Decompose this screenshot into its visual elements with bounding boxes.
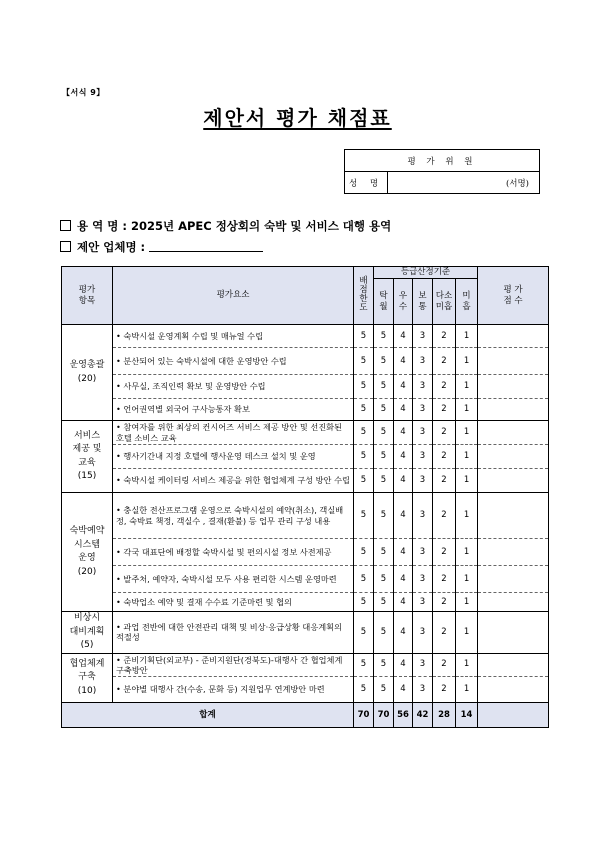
evaluator-name-label: 성 명: [345, 172, 388, 194]
service-name-label: 용 역 명 :: [77, 219, 127, 233]
score-input-cell[interactable]: [478, 399, 549, 421]
grade-poor-cell: 1: [456, 539, 478, 566]
evaluation-element-cell: • 각국 대표단에 배정할 숙박시설 및 편의시설 정보 사전제공: [113, 539, 354, 566]
grade-poor-cell: 1: [456, 566, 478, 593]
score-table-body: [62, 325, 549, 703]
weight-cell: 5: [354, 677, 374, 703]
grade-slightly-poor-cell: 2: [433, 399, 456, 421]
header-grade-excellent: 탁 월: [374, 279, 394, 325]
grade-slightly-poor-cell: 2: [433, 612, 456, 654]
weight-cell: 5: [354, 653, 374, 677]
score-input-cell[interactable]: [478, 375, 549, 399]
table-row: [62, 566, 549, 593]
evaluation-element-cell: • 충실한 전산프로그램 운영으로 숙박시설의 예약(취소), 객실배정, 숙박료 책정, 객실수 , 결재(환불) 등 업무 관리 구성 내용: [113, 493, 354, 539]
grade-average-cell: 3: [413, 566, 433, 593]
weight-cell: 5: [354, 399, 374, 421]
grade-poor-cell: 1: [456, 653, 478, 677]
header-weight: 배 점 한 도: [354, 267, 374, 325]
company-name-field[interactable]: [149, 241, 263, 252]
weight-cell: 5: [354, 593, 374, 612]
evaluation-element-cell: • 숙박시설 운영계획 수립 및 매뉴얼 수립: [113, 325, 354, 348]
total-grade-excellent: 70: [374, 703, 394, 728]
grade-excellent-cell: 5: [374, 445, 394, 469]
score-input-cell[interactable]: [478, 566, 549, 593]
document-title-wrapper: [0, 102, 595, 131]
grade-good-cell: 4: [394, 493, 413, 539]
grade-poor-cell: 1: [456, 348, 478, 375]
grade-excellent-cell: 5: [374, 325, 394, 348]
form-number: 【서식 9】: [62, 88, 105, 97]
weight-cell: 5: [354, 469, 374, 493]
header-grade-average: 보 통: [413, 279, 433, 325]
grade-poor-cell: 1: [456, 612, 478, 654]
total-score-field[interactable]: [478, 703, 549, 728]
evaluation-score-table: [61, 266, 549, 728]
table-row: [62, 469, 549, 493]
grade-slightly-poor-cell: 2: [433, 653, 456, 677]
grade-average-cell: 3: [413, 445, 433, 469]
grade-average-cell: 3: [413, 653, 433, 677]
evaluation-element-cell: • 행사기간내 지정 호텔에 행사운영 데스크 설치 및 운영: [113, 445, 354, 469]
grade-excellent-cell: 5: [374, 348, 394, 375]
weight-cell: 5: [354, 539, 374, 566]
header-score: 평 가 점 수: [478, 267, 549, 325]
grade-excellent-cell: 5: [374, 612, 394, 654]
total-weight: 70: [354, 703, 374, 728]
company-name-label: 제안 업체명 :: [77, 240, 146, 254]
grade-excellent-cell: 5: [374, 539, 394, 566]
table-row: [62, 653, 549, 677]
score-input-cell[interactable]: [478, 469, 549, 493]
evaluation-element-cell: • 과업 전반에 대한 안전관리 대책 및 비상·응급상황 대응계획의 적절성: [113, 612, 354, 654]
grade-average-cell: 3: [413, 421, 433, 445]
category-cell: 협업체계 구축 (10): [62, 653, 113, 703]
evaluation-element-cell: • 분야별 대행사 간(수송, 문화 등) 지원업무 연계방안 마련: [113, 677, 354, 703]
grade-excellent-cell: 5: [374, 493, 394, 539]
category-cell: 숙박예약 시스템 운영 (20): [62, 493, 113, 612]
grade-average-cell: 3: [413, 348, 433, 375]
grade-good-cell: 4: [394, 348, 413, 375]
header-grade-poor: 미 흡: [456, 279, 478, 325]
weight-cell: 5: [354, 493, 374, 539]
weight-cell: 5: [354, 325, 374, 348]
header-category: 평가 항목: [62, 267, 113, 325]
score-input-cell[interactable]: [478, 493, 549, 539]
header-element: 평가요소: [113, 267, 354, 325]
grade-excellent-cell: 5: [374, 677, 394, 703]
grade-average-cell: 3: [413, 325, 433, 348]
grade-good-cell: 4: [394, 677, 413, 703]
evaluation-element-cell: • 언어권역별 외국어 구사능통자 확보: [113, 399, 354, 421]
score-input-cell[interactable]: [478, 421, 549, 445]
grade-excellent-cell: 5: [374, 469, 394, 493]
service-name-value: 2025년 APEC 정상회의 숙박 및 서비스 대행 용역: [130, 219, 392, 233]
grade-average-cell: 3: [413, 399, 433, 421]
grade-good-cell: 4: [394, 469, 413, 493]
evaluator-signature-table: [344, 149, 540, 194]
weight-cell: 5: [354, 445, 374, 469]
score-input-cell[interactable]: [478, 653, 549, 677]
table-row: [62, 445, 549, 469]
grade-excellent-cell: 5: [374, 421, 394, 445]
document-title: 제안서 평가 채점표: [203, 106, 392, 130]
evaluator-header: 평 가 위 원: [345, 150, 540, 172]
evaluation-element-cell: • 참여자를 위한 최상의 컨시어즈 서비스 제공 방안 및 선진화된 호텔 소비스 교육: [113, 421, 354, 445]
evaluator-sign-field[interactable]: (서명): [388, 172, 540, 194]
score-input-cell[interactable]: [478, 677, 549, 703]
grade-slightly-poor-cell: 2: [433, 469, 456, 493]
grade-excellent-cell: 5: [374, 399, 394, 421]
grade-slightly-poor-cell: 2: [433, 677, 456, 703]
grade-good-cell: 4: [394, 325, 413, 348]
grade-poor-cell: 1: [456, 421, 478, 445]
table-row: [62, 325, 549, 348]
total-label: 합계: [62, 703, 354, 728]
evaluation-element-cell: • 분산되어 있는 숙박시설에 대한 운영방안 수립: [113, 348, 354, 375]
table-row: [62, 421, 549, 445]
score-input-cell[interactable]: [478, 612, 549, 654]
evaluation-element-cell: • 발주처, 예약자, 숙박시설 모두 사용 편리한 시스템 운영마련: [113, 566, 354, 593]
table-row: [62, 493, 549, 539]
table-row: [62, 677, 549, 703]
grade-average-cell: 3: [413, 539, 433, 566]
grade-slightly-poor-cell: 2: [433, 421, 456, 445]
category-cell: 비상시 대비계획 (5): [62, 612, 113, 654]
total-grade-slightly-poor: 28: [433, 703, 456, 728]
grade-poor-cell: 1: [456, 493, 478, 539]
score-input-cell[interactable]: [478, 593, 549, 612]
grade-poor-cell: 1: [456, 469, 478, 493]
evaluation-element-cell: • 준비기획단(외교부) - 준비지원단(경북도)-대행사 간 협업체계 구축방안: [113, 653, 354, 677]
table-row: [62, 375, 549, 399]
evaluation-element-cell: • 사무실, 조직인력 확보 및 운영방안 수립: [113, 375, 354, 399]
score-input-cell[interactable]: [478, 445, 549, 469]
grade-good-cell: 4: [394, 399, 413, 421]
grade-slightly-poor-cell: 2: [433, 539, 456, 566]
header-grade-slightly-poor: 다소 미흡: [433, 279, 456, 325]
table-row: [62, 539, 549, 566]
grade-slightly-poor-cell: 2: [433, 375, 456, 399]
grade-average-cell: 3: [413, 493, 433, 539]
grade-good-cell: 4: [394, 539, 413, 566]
grade-excellent-cell: 5: [374, 653, 394, 677]
grade-slightly-poor-cell: 2: [433, 593, 456, 612]
grade-excellent-cell: 5: [374, 593, 394, 612]
grade-good-cell: 4: [394, 421, 413, 445]
grade-poor-cell: 1: [456, 375, 478, 399]
company-name-checkbox-icon: [60, 241, 71, 252]
grade-poor-cell: 1: [456, 325, 478, 348]
table-row: [62, 612, 549, 654]
grade-good-cell: 4: [394, 593, 413, 612]
grade-average-cell: 3: [413, 593, 433, 612]
grade-good-cell: 4: [394, 566, 413, 593]
grade-excellent-cell: 5: [374, 566, 394, 593]
grade-poor-cell: 1: [456, 593, 478, 612]
table-row: [62, 399, 549, 421]
header-grade-group: 등급산정기준: [374, 267, 478, 279]
grade-good-cell: 4: [394, 653, 413, 677]
grade-poor-cell: 1: [456, 445, 478, 469]
score-input-cell[interactable]: [478, 348, 549, 375]
grade-good-cell: 4: [394, 612, 413, 654]
grade-good-cell: 4: [394, 445, 413, 469]
weight-cell: 5: [354, 375, 374, 399]
grade-average-cell: 3: [413, 612, 433, 654]
grade-slightly-poor-cell: 2: [433, 325, 456, 348]
table-row: [62, 593, 549, 612]
service-name-line: [60, 218, 391, 234]
evaluation-element-cell: • 숙박업소 예약 및 결재 수수료 기준마련 및 협의: [113, 593, 354, 612]
score-input-cell[interactable]: [478, 539, 549, 566]
header-grade-good: 우 수: [394, 279, 413, 325]
service-name-checkbox-icon: [60, 220, 71, 231]
weight-cell: 5: [354, 348, 374, 375]
weight-cell: 5: [354, 566, 374, 593]
grade-slightly-poor-cell: 2: [433, 348, 456, 375]
score-input-cell[interactable]: [478, 325, 549, 348]
weight-cell: 5: [354, 612, 374, 654]
total-grade-poor: 14: [456, 703, 478, 728]
grade-good-cell: 4: [394, 375, 413, 399]
grade-slightly-poor-cell: 2: [433, 493, 456, 539]
table-row: [62, 348, 549, 375]
evaluation-element-cell: • 숙박시설 케이터링 서비스 제공을 위한 협업체계 구성 방안 수립: [113, 469, 354, 493]
grade-slightly-poor-cell: 2: [433, 566, 456, 593]
grade-average-cell: 3: [413, 375, 433, 399]
grade-average-cell: 3: [413, 677, 433, 703]
grade-excellent-cell: 5: [374, 375, 394, 399]
weight-cell: 5: [354, 421, 374, 445]
grade-average-cell: 3: [413, 469, 433, 493]
category-cell: 서비스 제공 및 교육 (15): [62, 421, 113, 493]
grade-poor-cell: 1: [456, 677, 478, 703]
total-grade-good: 56: [394, 703, 413, 728]
grade-slightly-poor-cell: 2: [433, 445, 456, 469]
grade-poor-cell: 1: [456, 399, 478, 421]
company-name-line: [60, 239, 263, 255]
category-cell: 운영총괄 (20): [62, 325, 113, 421]
total-grade-average: 42: [413, 703, 433, 728]
